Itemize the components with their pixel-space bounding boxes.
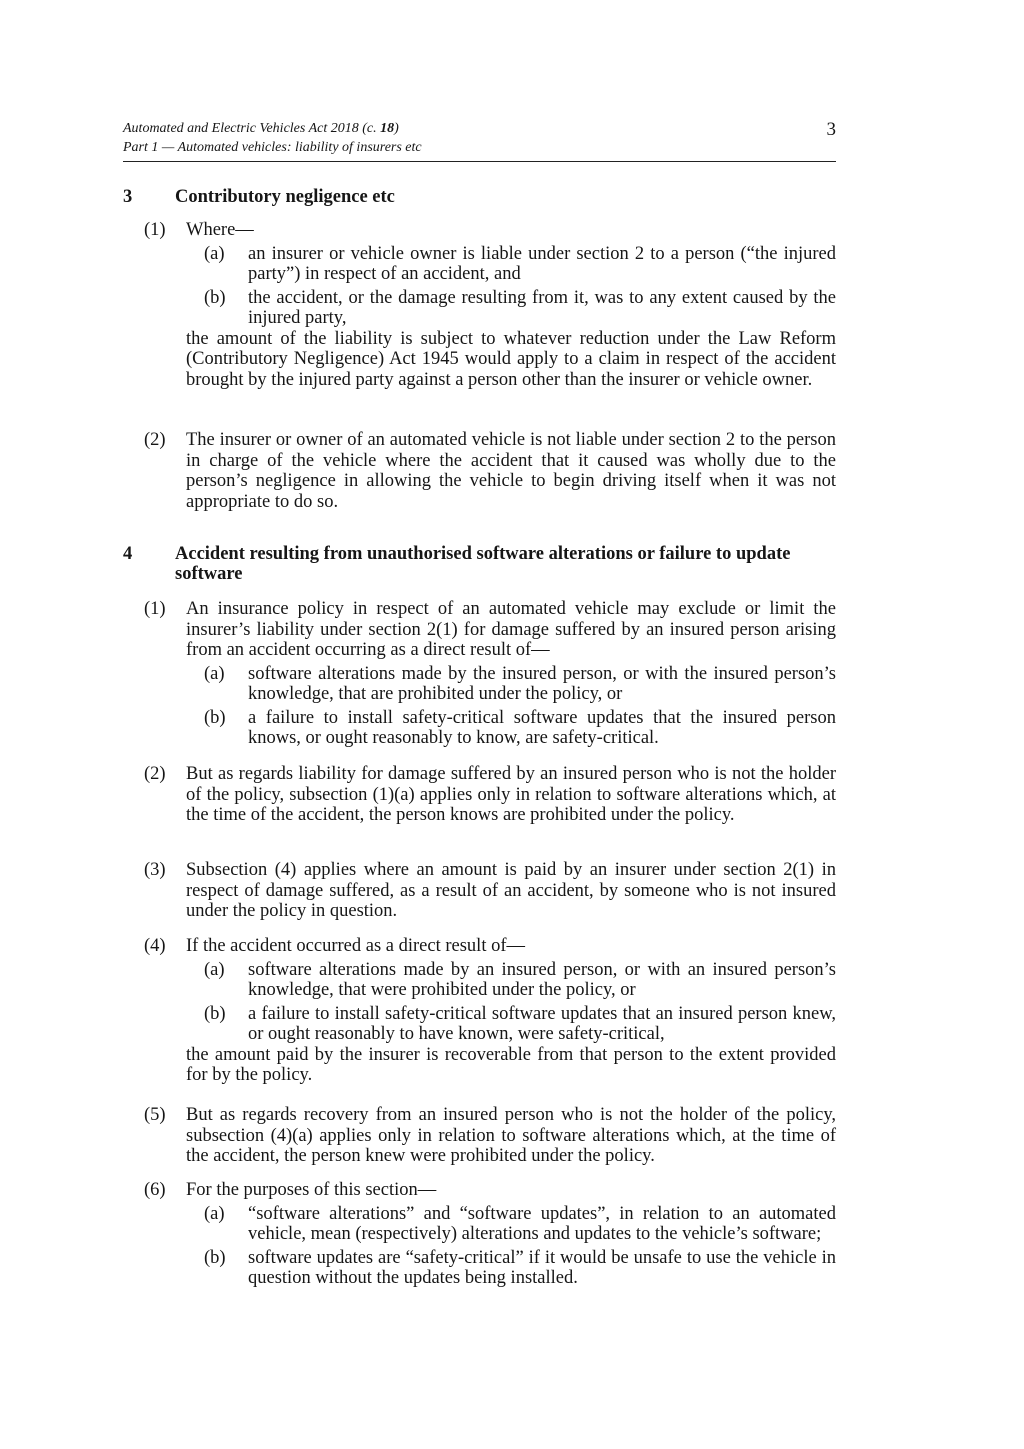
paragraph-a: (a) software alterations made by an insured person, or with an insured person’s knowledge, that were prohibited under the policy, or: [204, 959, 836, 1000]
subsection-number: (6): [144, 1180, 166, 1200]
page-number: 3: [826, 119, 836, 140]
subsection-text: If the accident occurred as a direct result of—: [186, 936, 525, 956]
paragraph-a: (a) software alterations made by the insured person, or with the insured person’s knowledge, that are prohibited under the policy, or: [204, 663, 836, 704]
paragraph-a: (a) an insurer or vehicle owner is liable under section 2 to a person (“the injured party”) in respect of an accident, and: [204, 243, 836, 284]
subsection-text: For the purposes of this section—: [186, 1180, 437, 1200]
paragraph-b: (b) a failure to install safety-critical software updates that the insured person knows, or ought reasonably to know, are safety-critical.: [204, 707, 836, 748]
subsection-number: (2): [144, 764, 166, 784]
section-number: 4: [123, 544, 133, 564]
subsection-number: (4): [144, 936, 166, 956]
subsection-number: (3): [144, 860, 166, 880]
subsection-number: (2): [144, 430, 166, 450]
subsection-text: The insurer or owner of an automated vehicle is not liable under section 2 to the person in charge of the vehicle where the accident that it caused was wholly due to the person’s negligence in allowing the vehicle to begin driving itself when it was not appropriate to do so.: [186, 430, 836, 512]
act-chapter: 18: [380, 121, 395, 136]
subsection-4-3: [144, 860, 836, 922]
paragraph-b: (b) the accident, or the damage resulting from it, was to any extent caused by the injured party,: [204, 287, 836, 328]
subsection-4-4: [144, 936, 836, 1086]
section-title: Contributory negligence etc: [175, 187, 395, 207]
section-number: 3: [123, 187, 133, 207]
subsection-4-6: [144, 1180, 836, 1289]
paragraph-b: (b) software updates are “safety-critical” if it would be unsafe to use the vehicle in question without the updates being installed.: [204, 1247, 836, 1288]
paragraph-b: (b) a failure to install safety-critical software updates that an insured person knew, or ought reasonably to have known, were safety-critical,: [204, 1003, 836, 1044]
subsection-3-2: [144, 430, 836, 512]
subsection-text: But as regards liability for damage suffered by an insured person who is not the holder of the policy, subsection (1)(a) applies only in relation to software alterations which, at the time of the accident, the person knows are prohibited under the policy.: [186, 764, 836, 825]
part-title: Part 1 — Automated vehicles: liability of insurers etc: [123, 140, 422, 155]
subsection-tail: the amount of the liability is subject to whatever reduction under the Law Reform (Contributory Negligence) Act 1945 would apply to a claim in respect of the accident brought by the injured party against a person other than the insurer or vehicle owner.: [186, 328, 836, 390]
subsection-text: Where—: [186, 220, 254, 240]
subsection-4-5: [144, 1105, 836, 1167]
subsection-number: (1): [144, 599, 166, 619]
paragraph-a: (a) “software alterations” and “software updates”, in relation to an automated vehicle, mean (respectively) alterations and updates to the vehicle’s software;: [204, 1203, 836, 1244]
subsection-4-2: [144, 764, 836, 826]
subsection-tail: the amount paid by the insurer is recoverable from that person to the extent provided for by the policy.: [186, 1044, 836, 1085]
subsection-text: An insurance policy in respect of an automated vehicle may exclude or limit the insurer’s liability under section 2(1) for damage suffered by an insured person arising from an accident occurring as a direct result of—: [186, 599, 836, 660]
subsection-number: (1): [144, 220, 166, 240]
subsection-text: But as regards recovery from an insured person who is not the holder of the policy, subsection (4)(a) applies only in relation to software alterations which, at the time of the accident, the person knew were prohibited under the policy.: [186, 1105, 836, 1166]
section-title: Accident resulting from unauthorised software alterations or failure to update software: [175, 544, 791, 584]
subsection-number: (5): [144, 1105, 166, 1125]
running-header: [123, 119, 836, 157]
subsection-4-1: [144, 599, 836, 749]
subsection-text: Subsection (4) applies where an amount is paid by an insurer under section 2(1) in respect of damage suffered, as a result of an accident, by someone who is not insured under the policy in question.: [186, 860, 836, 921]
header-rule: [123, 161, 836, 162]
act-title: Automated and Electric Vehicles Act 2018 (c. 18): [123, 121, 399, 136]
subsection-3-1: [144, 220, 836, 390]
